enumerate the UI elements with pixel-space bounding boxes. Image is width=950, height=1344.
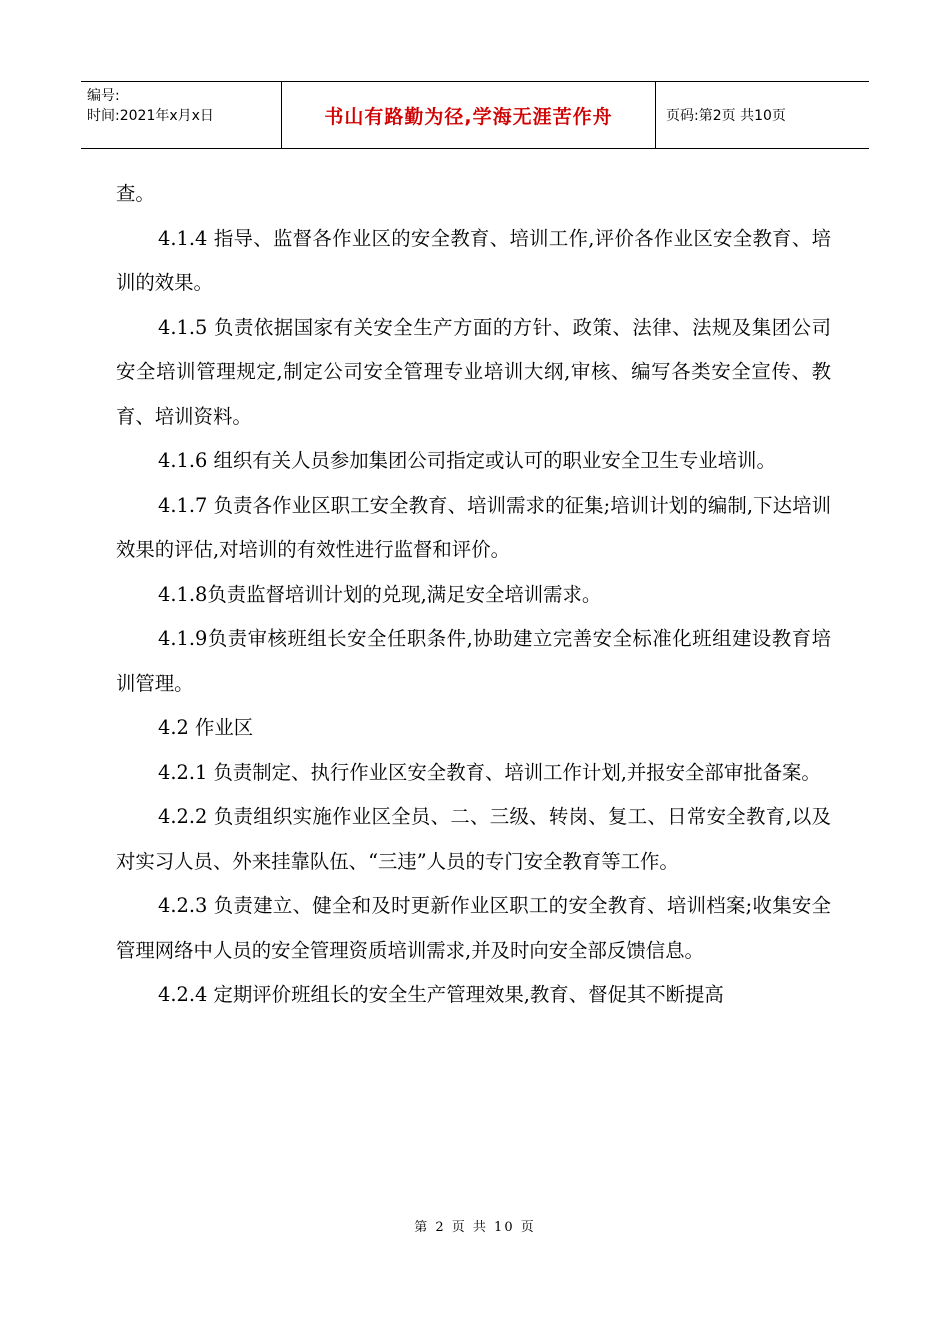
paragraph: 4.1.6 组织有关人员参加集团公司指定或认可的职业安全卫生专业培训。 — [158, 449, 776, 472]
paragraph: 4.1.5 负责依据国家有关安全生产方面的方针、政策、法律、法规及集团公司安全培训管理规定,制定公司安全管理专业培训大纲,审核、编写各类安全宣传、教育、培训资料。 — [116, 315, 831, 428]
paragraph: 4.2.2 负责组织实施作业区全员、二、三级、转岗、复工、日常安全教育,以及对实习人员、外来挂靠队伍、“三违”人员的专门安全教育等工作。 — [116, 805, 831, 873]
header-motto: 书山有路勤为径,学海无涯苦作舟 — [282, 82, 656, 148]
paragraph: 4.2.4 定期评价班组长的安全生产管理效果,教育、督促其不断提高 — [158, 983, 724, 1006]
paragraph: 4.2.1 负责制定、执行作业区安全教育、培训工作计划,并报安全部审批备案。 — [158, 760, 821, 784]
paragraph: 4.1.4 指导、监督各作业区的安全教育、培训工作,评价各作业区安全教育、培训的效果。 — [116, 226, 831, 294]
paragraph: 4.1.7 负责各作业区职工安全教育、培训需求的征集;培训计划的编制,下达培训效果的评估,对培训的有效性进行监督和评价。 — [116, 493, 831, 561]
paragraph: 4.1.8负责监督培训计划的兑现,满足安全培训需求。 — [158, 582, 602, 606]
document-body — [116, 172, 831, 1018]
page-header — [81, 81, 869, 149]
document-number-label: 编号: — [87, 88, 120, 104]
section-heading: 4.2 作业区 — [158, 716, 254, 739]
paragraph: 4.1.9负责审核班组长安全任职条件,协助建立完善安全标准化班组建设教育培训管理。 — [116, 627, 831, 695]
document-date: 时间:2021年x月x日 — [87, 108, 214, 124]
page-footer: 第 2 页 共 10 页 — [414, 1220, 536, 1235]
header-meta — [81, 82, 282, 148]
paragraph: 4.2.3 负责建立、健全和及时更新作业区职工的安全教育、培训档案;收集安全管理网络中人员的安全管理资质培训需求,并及时向安全部反馈信息。 — [116, 894, 831, 962]
header-page-info: 页码:第2页 共10页 — [666, 108, 786, 124]
paragraph: 查。 — [116, 182, 155, 205]
